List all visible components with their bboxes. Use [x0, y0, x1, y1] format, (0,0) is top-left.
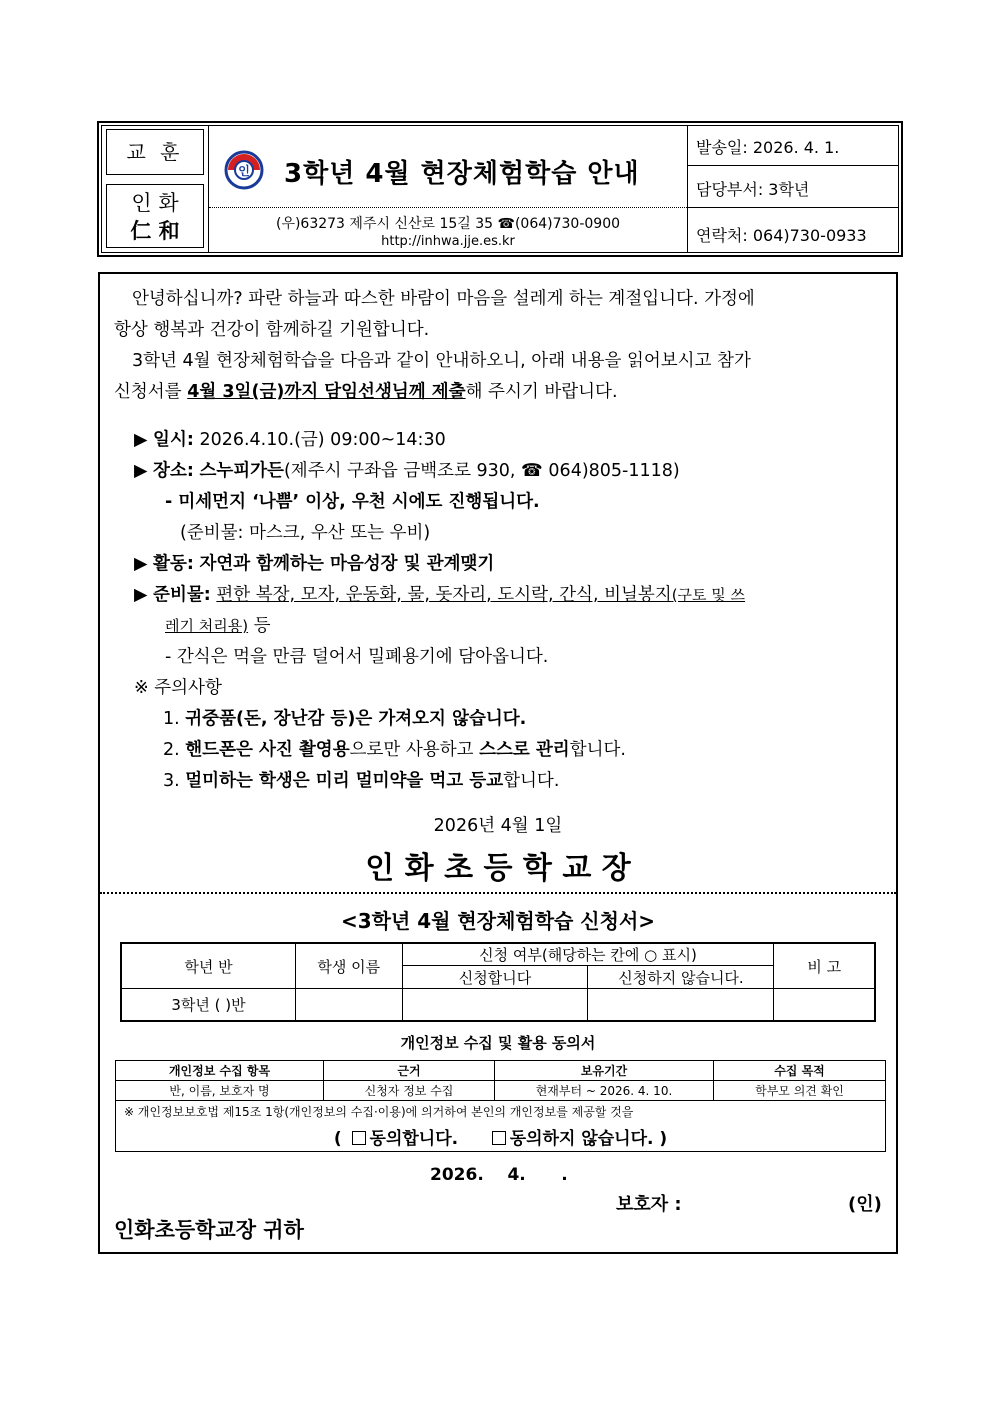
- application-table: [120, 942, 876, 1022]
- header-apply-no: 신청하지 않습니다.: [588, 966, 774, 989]
- activity-item: ▶ 활동: 자연과 함께하는 마음성장 및 관계맺기: [134, 554, 495, 574]
- intro-line-2: 신청서를 4월 3일(금)까지 담임선생님께 제출해 주시기 바랍니다.: [114, 382, 618, 402]
- disagree-checkbox[interactable]: [492, 1131, 506, 1145]
- send-date: 발송일: 2026. 4. 1.: [696, 138, 840, 157]
- disagree-label: 동의하지 않습니다.: [509, 1129, 654, 1149]
- privacy-col-purpose: 수집 목적: [714, 1061, 886, 1081]
- motto-hanja: 仁 和: [130, 218, 180, 243]
- motto-label-box: [106, 129, 204, 175]
- school-address: (우)63273 제주시 신산로 15길 35 ☎(064)730-0900: [275, 216, 621, 232]
- motto-box: [106, 184, 204, 248]
- motto-hangul: 인 화: [131, 191, 179, 215]
- guardian-label: 보호자 :: [616, 1194, 682, 1215]
- guardian-signature-field[interactable]: [700, 1188, 840, 1212]
- meta-divider-1: [687, 165, 899, 166]
- privacy-table: [115, 1060, 886, 1152]
- principal-signature: 인 화 초 등 학 교 장: [365, 851, 631, 886]
- row-apply-yes[interactable]: [402, 989, 588, 1021]
- privacy-title: 개인정보 수집 및 활용 동의서: [400, 1034, 596, 1052]
- bullet-icon: ▶: [134, 585, 148, 605]
- header-grade: 학년 반: [121, 943, 296, 989]
- department: 담당부서: 3학년: [696, 180, 810, 199]
- intro-line-1: 3학년 4월 현장체험학습을 다음과 같이 안내하오니, 아래 내용을 읽어보시고 참가: [132, 351, 751, 371]
- weather-note: - 미세먼지 ‘나쁨’ 이상, 우천 시에도 진행됩니다.: [165, 492, 540, 512]
- addressee: 인화초등학교장 귀하: [114, 1218, 304, 1242]
- header-apply: 신청 여부(해당하는 칸에 ○ 표시): [402, 943, 774, 966]
- supplies-item: ▶ 준비물: 편한 복장, 모자, 운동화, 물, 돗자리, 도시락, 간식, 비닐봉지(구토 및 쓰: [134, 585, 746, 605]
- privacy-col-items: 개인정보 수집 항목: [116, 1061, 324, 1081]
- cut-line: [100, 892, 896, 894]
- caution-2: 2. 핸드폰은 사진 촬영용으로만 사용하고 스스로 관리합니다.: [163, 740, 626, 760]
- school-logo: [224, 150, 264, 190]
- meta-divider-2: [687, 207, 899, 208]
- privacy-val-items: 반, 이름, 보호자 명: [116, 1081, 324, 1101]
- privacy-col-period: 보유기간: [495, 1061, 714, 1081]
- row-grade[interactable]: 3학년 ( )반: [121, 989, 296, 1021]
- seal-mark: (인): [848, 1194, 882, 1215]
- greeting-line-1: 안녕하십니까? 파란 하늘과 따스한 바람이 마음을 설레게 하는 계절입니다. 가정에: [132, 289, 755, 309]
- supplies-item-cont: 레기 처리용) 등: [165, 616, 271, 636]
- consent-choice: ( 동의합니다. 동의하지 않습니다. ): [333, 1129, 668, 1149]
- agree-label: 동의합니다.: [369, 1129, 459, 1149]
- deadline: 4월 3일(금)까지 담임선생님께 제출: [187, 382, 466, 402]
- weather-items: (준비물: 마스크, 우산 또는 우비): [180, 523, 431, 543]
- activity-value: 자연과 함께하는 마음성장 및 관계맺기: [199, 554, 495, 574]
- page-title: 3학년 4월 현장체험학습 안내: [284, 159, 640, 189]
- letter-date: 2026년 4월 1일: [433, 816, 563, 836]
- row-student-name[interactable]: [296, 989, 402, 1021]
- bullet-icon: ▶: [134, 554, 148, 574]
- form-title: <3학년 4월 현장체험학습 신청서>: [340, 909, 656, 933]
- privacy-val-period: 현재부터 ~ 2026. 4. 10.: [495, 1081, 714, 1101]
- privacy-law-note: ※ 개인정보보호법 제15조 1항(개인정보의 수집·이용)에 의거하여 본인의 개인정보를 제공할 것을: [124, 1105, 634, 1119]
- contact: 연락처: 064)730-0933: [696, 226, 867, 245]
- date-item: ▶ 일시: 2026.4.10.(금) 09:00~14:30: [134, 430, 446, 450]
- date-value: 2026.4.10.(금) 09:00~14:30: [199, 430, 446, 450]
- bullet-icon: ▶: [134, 461, 148, 481]
- header-name: 학생 이름: [296, 943, 402, 989]
- bullet-icon: ▶: [134, 430, 148, 450]
- caution-1: 1. 귀중품(돈, 장난감 등)은 가져오지 않습니다.: [163, 709, 527, 729]
- school-website[interactable]: http://inhwa.jje.es.kr: [381, 234, 515, 249]
- privacy-val-basis: 신청자 정보 수집: [324, 1081, 495, 1101]
- place-item: ▶ 장소: 스누피가든(제주시 구좌읍 금백조로 930, ☎ 064)805-1118): [134, 461, 680, 481]
- sign-date[interactable]: 2026. 4. .: [430, 1165, 568, 1185]
- title-divider: [209, 207, 687, 208]
- agree-checkbox[interactable]: [352, 1131, 366, 1145]
- divider-right: [687, 125, 688, 253]
- place-value: 스누피가든: [199, 461, 284, 481]
- caution-3: 3. 멀미하는 학생은 미리 멀미약을 먹고 등교합니다.: [163, 771, 560, 791]
- privacy-col-basis: 근거: [324, 1061, 495, 1081]
- row-apply-no[interactable]: [588, 989, 774, 1021]
- header-apply-yes: 신청합니다: [402, 966, 588, 989]
- header-note: 비 고: [774, 943, 875, 989]
- motto-label: 교 훈: [126, 140, 184, 164]
- snack-note: - 간식은 먹을 만큼 덜어서 밀폐용기에 담아옵니다.: [165, 647, 549, 667]
- caution-title: ※ 주의사항: [134, 678, 222, 698]
- supplies-value: 편한 복장, 모자, 운동화, 물, 돗자리, 도시락, 간식, 비닐봉지: [216, 585, 672, 605]
- row-note[interactable]: [774, 989, 875, 1021]
- privacy-val-purpose: 학부모 의견 확인: [714, 1081, 886, 1101]
- logo-text: 인: [238, 164, 250, 178]
- greeting-line-2: 항상 행복과 건강이 함께하길 기원합니다.: [114, 320, 430, 340]
